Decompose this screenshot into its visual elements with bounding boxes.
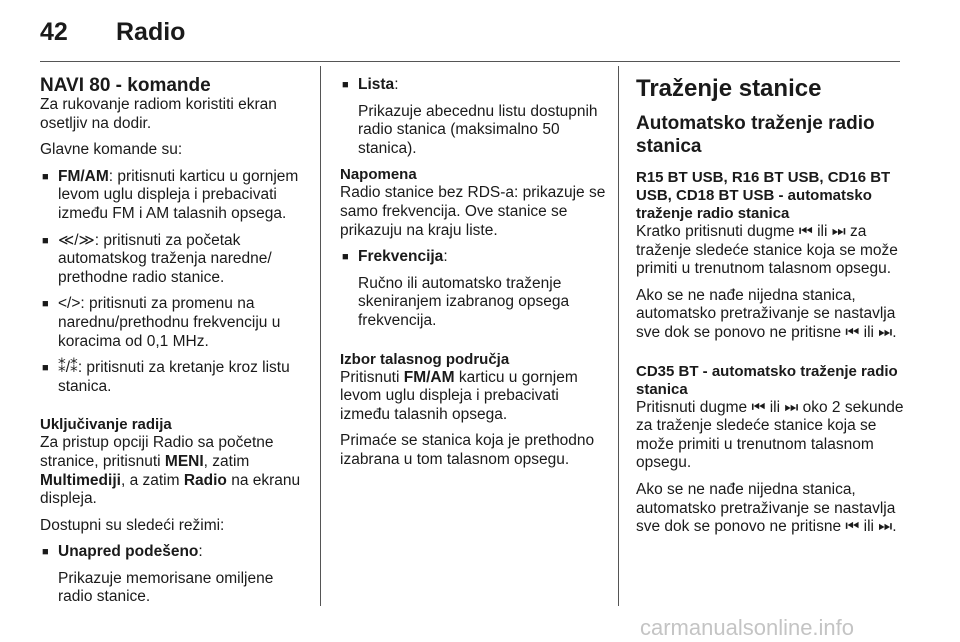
column-divider-1: [320, 66, 321, 606]
bullet-scroll: ■ ⁑/⁑: pritisnuti za kretanje kroz listu stanica.: [40, 359, 308, 396]
prev-track-icon: ⏮: [751, 398, 766, 416]
turn-on-heading: Uključivanje radija: [40, 416, 172, 434]
r15-text: Kratko pritisnuti dugme ⏮ ili ⏭ za traženje sledeće stanice koja se može primiti u trenutnom talasnom opsegu.: [636, 223, 898, 278]
auto-search-subtitle: Automatsko traženje radio stanica: [636, 113, 875, 157]
note-title: Napomena: [340, 166, 417, 184]
station-search-title: Traženje stanice: [636, 75, 822, 102]
scroll-key: ⁑/⁑: [58, 359, 78, 377]
main-controls-label: Glavne komande su:: [40, 141, 183, 159]
prev-track-icon: ⏮: [845, 518, 860, 536]
tune-key: </>: [58, 295, 81, 313]
section-heading: NAVI 80 - komande: [40, 75, 211, 96]
header-divider: [40, 61, 900, 62]
watermark: carmanualsonline.info: [640, 615, 855, 640]
receive-text: Primaće se stanica koja je prethodno izabrana u tom talasnom opsegu.: [340, 432, 595, 468]
section-title: Radio: [116, 18, 186, 46]
r15-heading: R15 BT USB, R16 BT USB, CD16 BT USB, CD18 BT USB - automatsko traženje radio stanica: [636, 169, 891, 222]
modes-label: Dostupni su sledeći režimi:: [40, 516, 225, 534]
column-1: [40, 76, 308, 615]
r15-not-found: Ako se ne nađe nijedna stanica, automatsko pretraživanje se nastavlja sve dok se ponovo ne pritisne ⏮ ili ⏭.: [636, 286, 897, 341]
prev-track-icon: ⏮: [845, 323, 860, 341]
bullet-fm-am: ■ FM/AM: pritisnuti karticu u gornjem levom uglu displeja i prebacivati između FM i AM talasnih opsega.: [40, 168, 308, 224]
mode-frequency-desc: Ručno ili automatsko traženje skeniranjem izabranog opsega frekvencija.: [358, 274, 570, 329]
cd35-heading: CD35 BT - automatsko traženje radio stanica: [636, 362, 898, 398]
column-divider-2: [618, 66, 619, 606]
note-text: Radio stanice bez RDS-a: prikazuje se samo frekvencija. Ove stanice se prikazuju na kraju liste.: [340, 184, 606, 239]
page-number: 42: [40, 18, 68, 46]
seek-key: ≪/≫: [58, 231, 95, 249]
mode-list: ■ Lista:: [340, 76, 608, 95]
mode-preset: ■ Unapred podešeno:: [40, 543, 308, 562]
bullet-seek: ■ ≪/≫: pritisnuti za početak automatskog traženja naredne/ prethodne radio stanice.: [40, 232, 308, 288]
turn-on-text: Za pristup opciji Radio sa početne stranice, pritisnuti MENI, zatim Multimediji, a zatim Radio na ekranu displeja.: [40, 434, 301, 508]
fm-am-key: FM/AM: [58, 167, 109, 185]
mode-list-desc: Prikazuje abecednu listu dostupnih radio stanica (maksimalno 50 stanica).: [358, 102, 598, 157]
next-track-icon: ⏭: [878, 323, 893, 341]
intro-text: Za rukovanje radiom koristiti ekran osetljiv na dodir.: [40, 96, 277, 132]
next-track-icon: ⏭: [831, 223, 846, 240]
next-track-icon: ⏭: [784, 398, 799, 416]
band-heading: Izbor talasnog područja: [340, 350, 510, 368]
column-2: [340, 76, 608, 478]
page-header: [0, 0, 960, 62]
band-text: Pritisnuti FM/AM karticu u gornjem levom uglu displeja i prebacivati između talasnih opsega.: [340, 368, 578, 423]
mode-frequency: ■ Frekvencija:: [340, 248, 608, 267]
prev-track-icon: ⏮: [798, 223, 813, 240]
bullet-tune: ■ </>: pritisnuti za promenu na narednu/prethodnu frekvenciju u koracima od 0,1 MHz.: [40, 295, 308, 351]
next-track-icon: ⏭: [878, 518, 893, 536]
column-3: [636, 74, 908, 545]
mode-preset-desc: Prikazuje memorisane omiljene radio stanice.: [58, 569, 274, 606]
cd35-not-found: Ako se ne nađe nijedna stanica, automatsko pretraživanje se nastavlja sve dok se ponovo ne pritisne ⏮ ili ⏭.: [636, 480, 897, 536]
cd35-text: Pritisnuti dugme ⏮ ili ⏭ oko 2 sekunde za traženje sledeće stanice koja se može primiti u trenutnom talasnom opsegu.: [636, 398, 904, 472]
